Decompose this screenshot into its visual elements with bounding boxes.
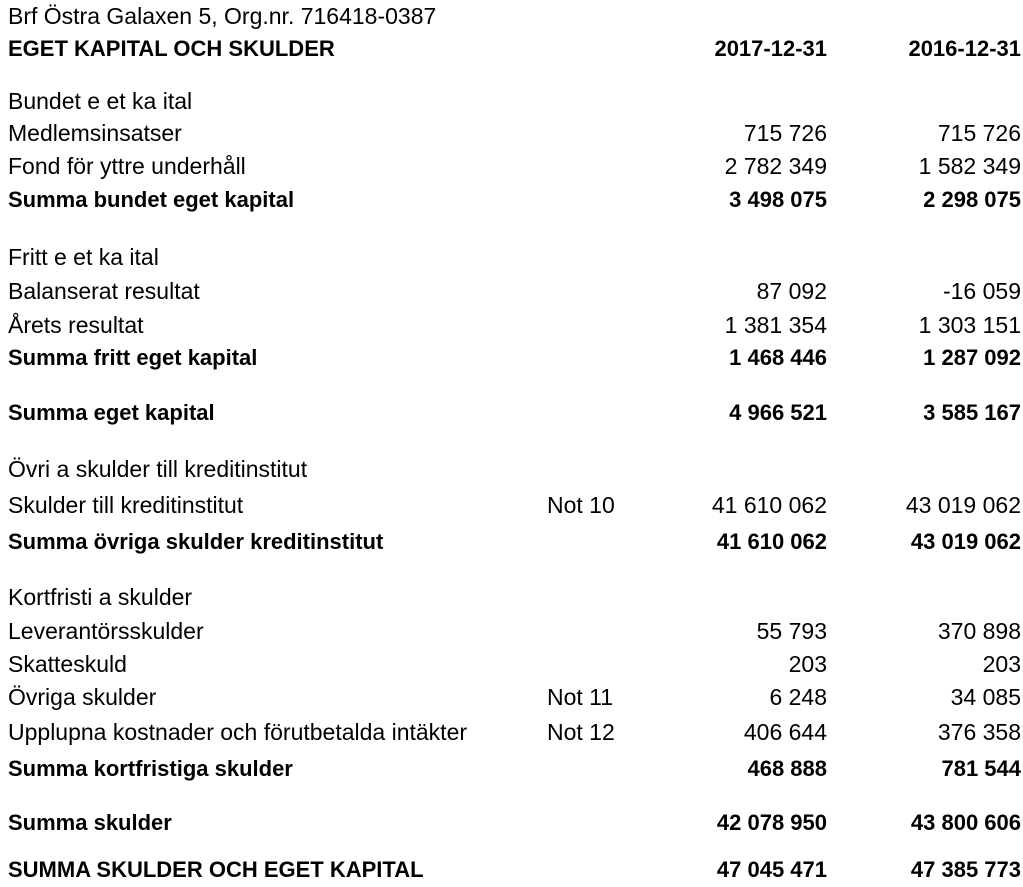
row-label: Kortfristi a skulder xyxy=(8,584,193,610)
value-2016: 3 585 167 xyxy=(923,400,1021,425)
document-header: Brf Östra Galaxen 5, Org.nr. 716418-0387 xyxy=(8,3,437,29)
table-row xyxy=(0,715,1023,749)
row-label: Summa fritt eget kapital xyxy=(8,345,258,370)
table-row xyxy=(0,274,1023,308)
value-2016: 203 xyxy=(982,651,1021,677)
value-2016: 370 898 xyxy=(937,618,1021,644)
row-label: Fritt e et ka ital xyxy=(8,244,159,270)
value-2016: 43 019 062 xyxy=(910,529,1021,554)
row-label: Fond för yttre underhåll xyxy=(8,153,246,179)
row-label: Upplupna kostnader och förutbetalda intäkter xyxy=(8,719,468,745)
value-2017: 42 078 950 xyxy=(716,810,827,835)
row-label: Summa skulder xyxy=(8,810,172,835)
value-2017: 1 468 446 xyxy=(729,345,827,370)
table-row xyxy=(0,680,1023,714)
value-2016: 376 358 xyxy=(937,719,1021,745)
value-2016: 43 019 062 xyxy=(905,492,1021,518)
value-2017: 6 248 xyxy=(769,684,827,710)
row-label: SUMMA SKULDER OCH EGET KAPITAL xyxy=(8,857,424,882)
grand-total-row xyxy=(0,853,1023,887)
row-label: Medlemsinsatser xyxy=(8,120,182,146)
row-label: Leverantörsskulder xyxy=(8,618,204,644)
table-row xyxy=(0,614,1023,648)
subheading-ovriga-skulder xyxy=(0,452,1023,486)
table-row xyxy=(0,116,1023,150)
subheading-kortfristiga-skulder xyxy=(0,580,1023,614)
value-2017: 715 726 xyxy=(743,120,827,146)
row-label: Summa eget kapital xyxy=(8,400,215,425)
value-2017: 41 610 062 xyxy=(716,529,827,554)
table-row xyxy=(0,488,1023,522)
column-header-row xyxy=(0,32,1023,66)
value-2016: 1 303 151 xyxy=(918,312,1021,338)
value-2017: 2 782 349 xyxy=(724,153,827,179)
value-2016: -16 059 xyxy=(942,278,1021,304)
table-row xyxy=(0,647,1023,681)
row-label: Övriga skulder xyxy=(8,684,157,710)
row-label: Summa kortfristiga skulder xyxy=(8,756,293,781)
value-2016: 43 800 606 xyxy=(910,810,1021,835)
row-label: Skulder till kreditinstitut xyxy=(8,492,244,518)
note-reference: Not 10 xyxy=(547,492,615,518)
section-title: EGET KAPITAL OCH SKULDER xyxy=(8,36,335,61)
value-2017: 406 644 xyxy=(743,719,827,745)
row-label: Årets resultat xyxy=(8,312,144,338)
total-row xyxy=(0,806,1023,840)
column-year-2016: 2016-12-31 xyxy=(908,36,1021,61)
subtotal-row xyxy=(0,525,1023,559)
value-2016: 1 582 349 xyxy=(918,153,1021,179)
value-2016: 2 298 075 xyxy=(923,187,1021,212)
value-2017: 41 610 062 xyxy=(711,492,827,518)
row-label: Balanserat resultat xyxy=(8,278,200,304)
value-2016: 1 287 092 xyxy=(923,345,1021,370)
value-2016: 781 544 xyxy=(941,756,1021,781)
value-2017: 3 498 075 xyxy=(729,187,827,212)
value-2017: 47 045 471 xyxy=(716,857,827,882)
value-2016: 34 085 xyxy=(950,684,1021,710)
value-2016: 47 385 773 xyxy=(910,857,1021,882)
value-2017: 55 793 xyxy=(756,618,827,644)
value-2017: 4 966 521 xyxy=(729,400,827,425)
note-reference: Not 11 xyxy=(547,684,614,710)
value-2017: 468 888 xyxy=(747,756,827,781)
value-2017: 1 381 354 xyxy=(724,312,827,338)
value-2017: 203 xyxy=(788,651,827,677)
subheading-bundet-eget-kapital xyxy=(0,84,1023,118)
table-row xyxy=(0,308,1023,342)
subtotal-row xyxy=(0,752,1023,786)
subtotal-row xyxy=(0,183,1023,217)
total-row xyxy=(0,396,1023,430)
subtotal-row xyxy=(0,341,1023,375)
row-label: Övri a skulder till kreditinstitut xyxy=(8,456,308,482)
row-label: Summa övriga skulder kreditinstitut xyxy=(8,529,384,554)
row-label: Skatteskuld xyxy=(8,651,127,677)
row-label: Bundet e et ka ital xyxy=(8,88,193,114)
note-reference: Not 12 xyxy=(547,719,615,745)
value-2017: 87 092 xyxy=(756,278,827,304)
row-label: Summa bundet eget kapital xyxy=(8,187,295,212)
column-year-2017: 2017-12-31 xyxy=(714,36,827,61)
table-row xyxy=(0,149,1023,183)
subheading-fritt-eget-kapital xyxy=(0,240,1023,274)
value-2016: 715 726 xyxy=(937,120,1021,146)
